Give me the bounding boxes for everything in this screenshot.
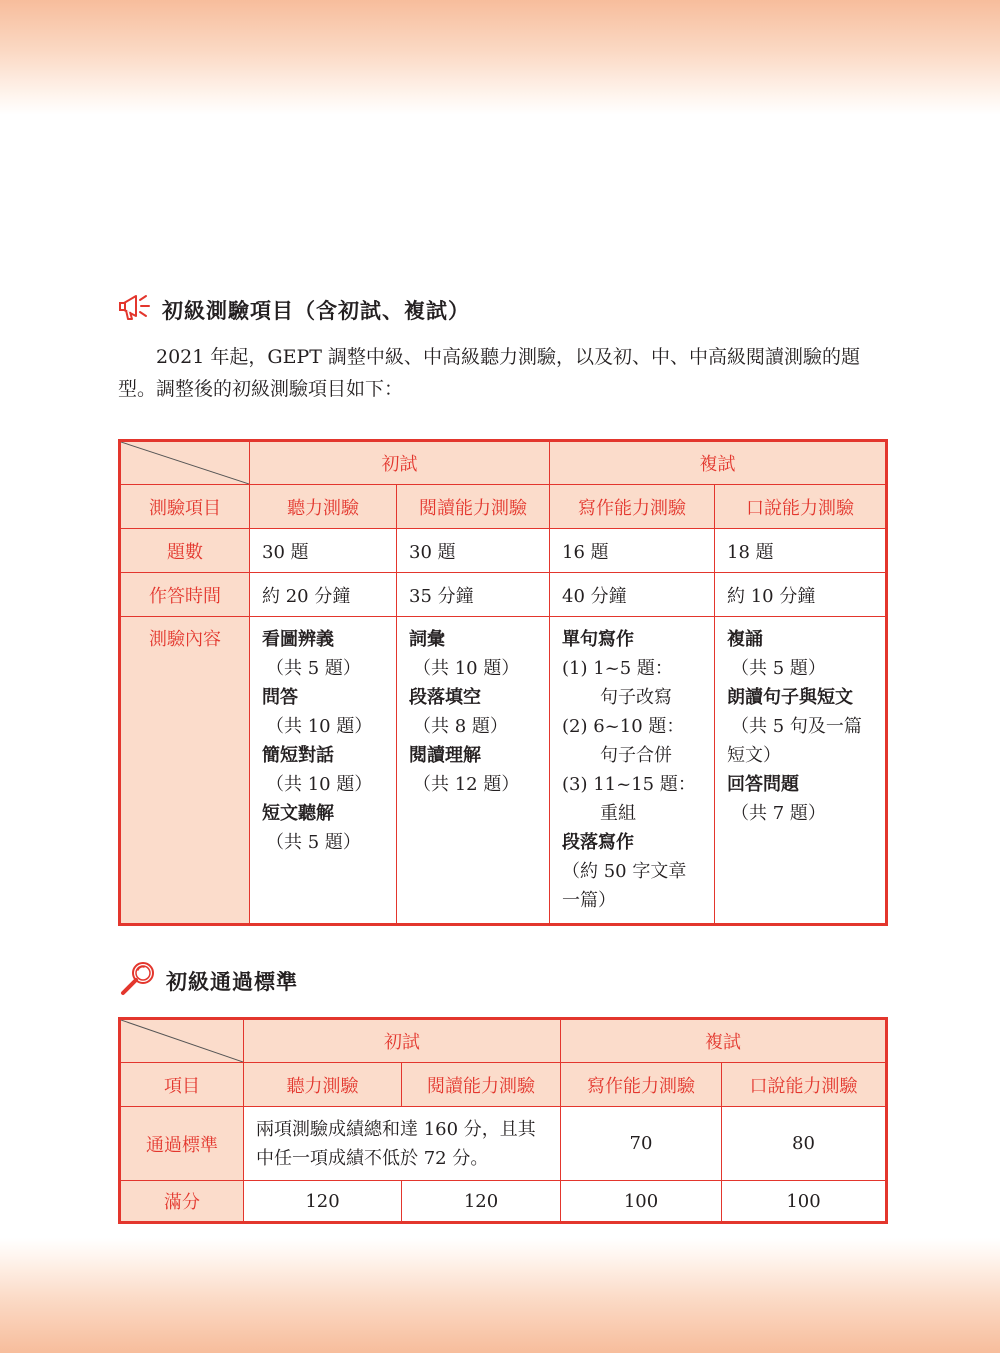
corner-diagonal-cell [120, 1019, 244, 1063]
megaphone-icon [118, 290, 162, 329]
row-label-full-score: 滿分 [120, 1181, 244, 1223]
content-item-desc: 句子合併 [600, 745, 672, 766]
section2-title: 初級通過標準 [166, 969, 298, 994]
content-listening [250, 617, 397, 925]
content-numbered-item: (2) 6~10 題： [562, 716, 685, 737]
content-item-title: 閱讀理解 [409, 745, 481, 766]
col-header-speaking: 口說能力測驗 [722, 1063, 887, 1107]
pass-writing: 70 [561, 1107, 722, 1181]
group-header-first-exam: 初試 [244, 1019, 561, 1063]
content-item-title: 回答問題 [727, 774, 799, 795]
col-header-listening: 聽力測驗 [244, 1063, 402, 1107]
content-numbered-item: (1) 1~5 題： [562, 658, 673, 679]
time-speaking: 約 10 分鐘 [715, 573, 887, 617]
count-listening: 30 題 [250, 529, 397, 573]
col-header-reading: 閱讀能力測驗 [402, 1063, 561, 1107]
col-header-speaking: 口說能力測驗 [715, 485, 887, 529]
group-header-second-exam: 複試 [550, 441, 887, 485]
content-writing [550, 617, 715, 925]
row-label-item: 項目 [120, 1063, 244, 1107]
row-label-test-item: 測驗項目 [120, 485, 250, 529]
content-item-note: （約 50 字文章 [562, 861, 687, 882]
content-item-note: （共 10 題） [266, 774, 373, 795]
test-items-table [118, 439, 888, 926]
col-header-listening: 聽力測驗 [250, 485, 397, 529]
full-speaking: 100 [722, 1181, 887, 1223]
time-reading: 35 分鐘 [397, 573, 550, 617]
col-header-writing: 寫作能力測驗 [561, 1063, 722, 1107]
corner-diagonal-cell [120, 441, 250, 485]
content-item-desc: 重組 [600, 803, 636, 824]
content-item-note: 短文） [727, 745, 781, 766]
content-item-note: （共 5 題） [731, 658, 826, 679]
content-reading [397, 617, 550, 925]
full-listening: 120 [244, 1181, 402, 1223]
group-header-second-exam: 複試 [561, 1019, 887, 1063]
content-item-title: 問答 [262, 687, 298, 708]
count-writing: 16 題 [550, 529, 715, 573]
time-writing: 40 分鐘 [550, 573, 715, 617]
group-header-first-exam: 初試 [250, 441, 550, 485]
content-speaking [715, 617, 887, 925]
content-item-note: （共 10 題） [413, 658, 520, 679]
row-label-answer-time: 作答時間 [120, 573, 250, 617]
count-speaking: 18 題 [715, 529, 887, 573]
col-header-writing: 寫作能力測驗 [550, 485, 715, 529]
row-label-test-content: 測驗內容 [120, 617, 250, 925]
pass-standard-table [118, 1017, 888, 1224]
content-item-note: （共 5 句及一篇 [731, 716, 862, 737]
row-label-pass-standard: 通過標準 [120, 1107, 244, 1181]
content-item-note: 一篇） [562, 890, 616, 911]
section1-heading [118, 290, 470, 329]
section1-title: 初級測驗項目（含初試、複試） [162, 298, 470, 323]
content-item-title: 短文聽解 [262, 803, 334, 824]
content-item-note: （共 8 題） [413, 716, 508, 737]
content-item-title: 朗讀句子與短文 [727, 687, 853, 708]
time-listening: 約 20 分鐘 [250, 573, 397, 617]
content-item-note: （共 10 題） [266, 716, 373, 737]
bottom-decorative-band [0, 1238, 1000, 1353]
content-item-title: 複誦 [727, 629, 763, 650]
pass-first-exam: 兩項測驗成績總和達 160 分，且其中任一項成績不低於 72 分。 [244, 1107, 561, 1181]
content-item-title: 詞彙 [409, 629, 445, 650]
row-label-question-count: 題數 [120, 529, 250, 573]
content-item-title: 單句寫作 [562, 629, 634, 650]
pass-speaking: 80 [722, 1107, 887, 1181]
count-reading: 30 題 [397, 529, 550, 573]
section1-intro: 2021 年起，GEPT 調整中級、中高級聽力測驗，以及初、中、中高級閱讀測驗的題型。調整後的初級測驗項目如下： [118, 346, 860, 400]
content-item-title: 簡短對話 [262, 745, 334, 766]
magnifier-icon [118, 960, 166, 1001]
full-reading: 120 [402, 1181, 561, 1223]
content-item-note: （共 5 題） [266, 658, 361, 679]
full-writing: 100 [561, 1181, 722, 1223]
content-item-title: 段落寫作 [562, 832, 634, 853]
content-numbered-item: (3) 11~15 題： [562, 774, 696, 795]
content-item-note: （共 12 題） [413, 774, 520, 795]
content-item-note: （共 7 題） [731, 803, 826, 824]
col-header-reading: 閱讀能力測驗 [397, 485, 550, 529]
content-item-desc: 句子改寫 [600, 687, 672, 708]
content-item-title: 看圖辨義 [262, 629, 334, 650]
section2-heading [118, 960, 298, 1001]
content-item-note: （共 5 題） [266, 832, 361, 853]
top-decorative-band [0, 0, 1000, 115]
content-item-title: 段落填空 [409, 687, 481, 708]
